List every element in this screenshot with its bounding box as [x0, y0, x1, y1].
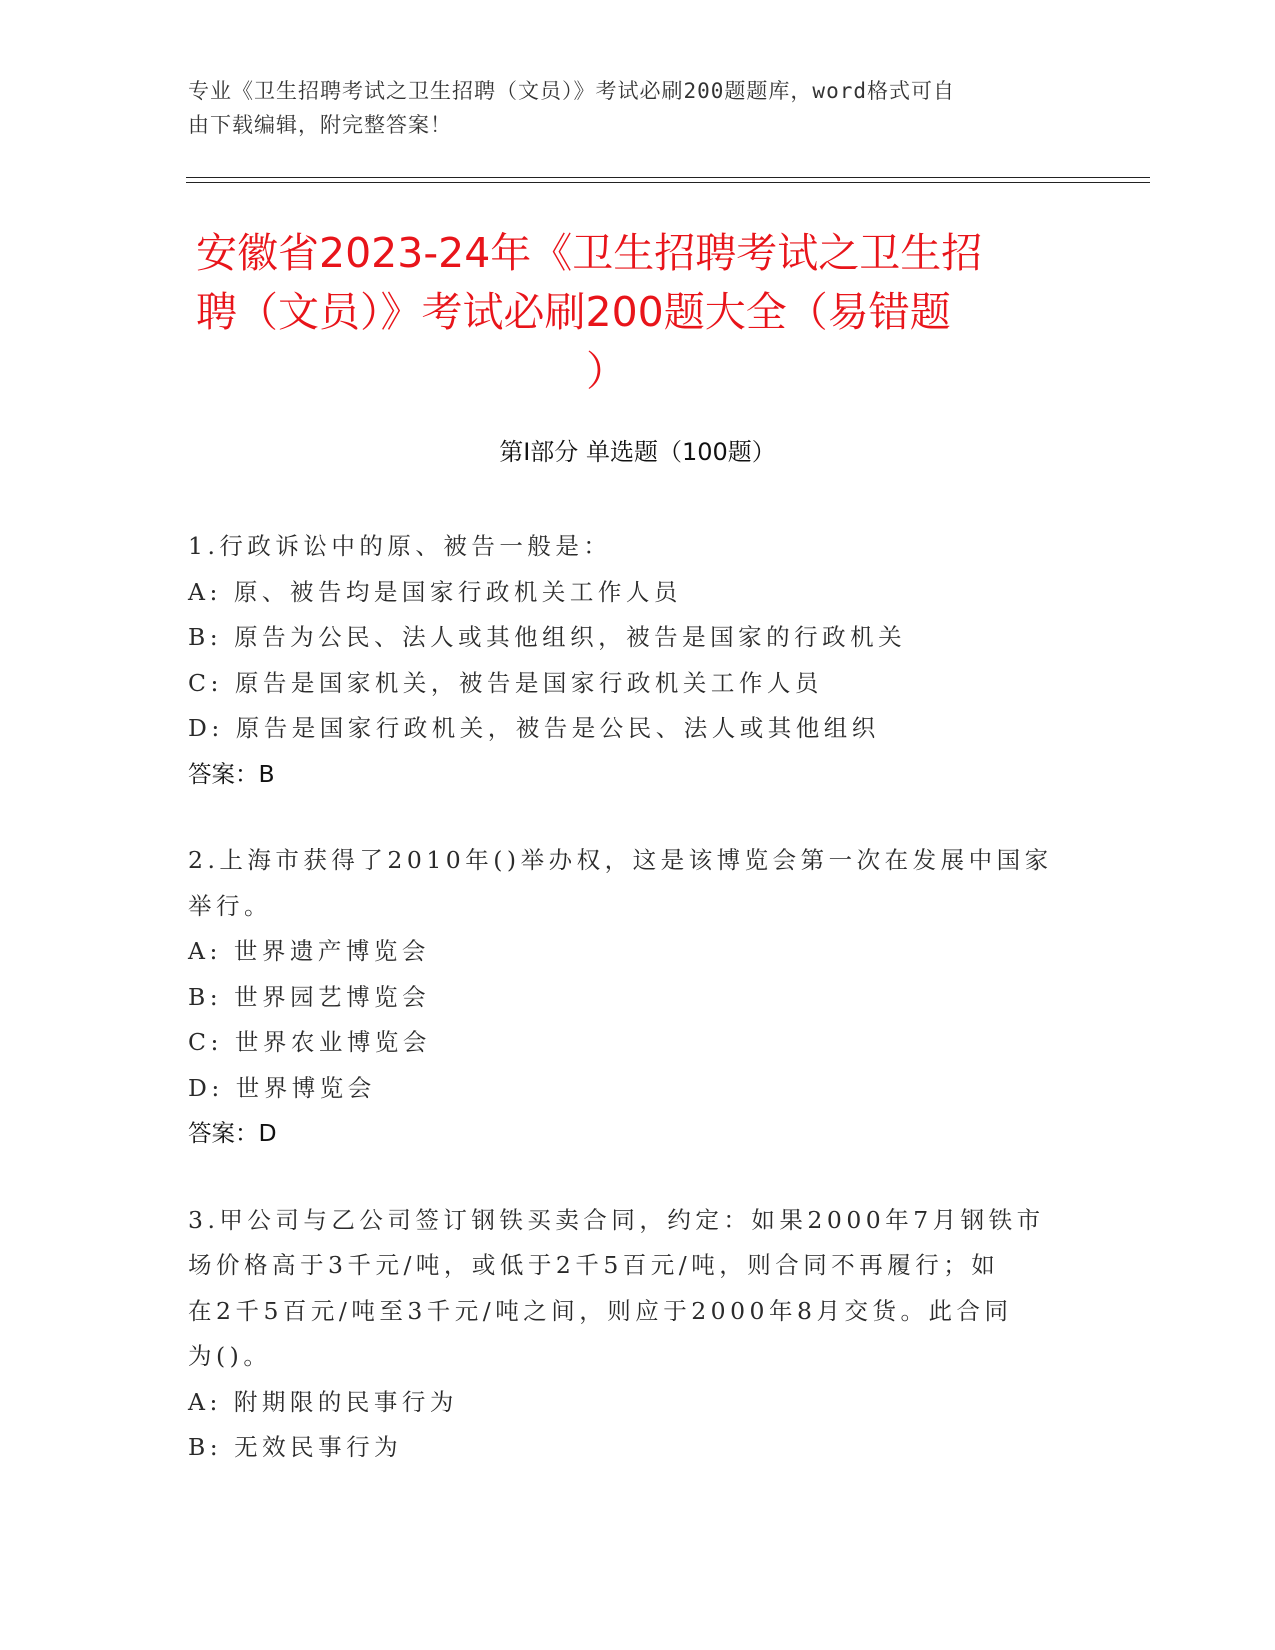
- question-1: [188, 524, 1078, 797]
- question-stem: 举行。: [188, 891, 272, 920]
- question-stem: 3.甲公司与乙公司签订钢铁买卖合同，约定：如果2000年7月钢铁市: [188, 1205, 1045, 1234]
- option-a: A: 原、被告均是国家行政机关工作人员: [188, 577, 682, 606]
- option-c: C: 原告是国家机关，被告是国家行政机关工作人员: [188, 668, 823, 697]
- question-stem: 为()。: [188, 1342, 272, 1370]
- title-line: 安徽省2023-24年《卫生招聘考试之卫生招: [196, 229, 983, 277]
- question-stem: 2.上海市获得了2010年()举办权，这是该博览会第一次在发展中国家: [188, 846, 1053, 874]
- header-divider: [186, 177, 1150, 178]
- option-b: B: 无效民事行为: [188, 1433, 403, 1461]
- header-note: [188, 74, 1078, 142]
- question-list: [188, 524, 1078, 1512]
- document-title: [196, 224, 1076, 401]
- title-line: 聘（文员）》考试必刷200题大全（易错题: [196, 288, 951, 336]
- option-a: A: 附期限的民事行为: [188, 1387, 458, 1416]
- header-divider: [186, 182, 1150, 183]
- option-d: D: 原告是国家行政机关，被告是公民、法人或其他组织: [188, 714, 880, 742]
- option-a: A: 世界遗产博览会: [188, 937, 430, 965]
- question-3: [188, 1198, 1078, 1471]
- answer-key: 答案：D: [188, 1119, 277, 1147]
- question-2: [188, 838, 1078, 1157]
- header-note-line: 由下载编辑，附完整答案！: [188, 113, 452, 137]
- question-stem: 在2千5百元/吨至3千元/吨之间，则应于2000年8月交货。此合同: [188, 1296, 1013, 1325]
- question-stem: 场价格高于3千元/吨，或低于2千5百元/吨，则合同不再履行；如: [188, 1251, 1000, 1279]
- answer-key: 答案：B: [188, 759, 275, 788]
- header-note-line: 专业《卫生招聘考试之卫生招聘（文员）》考试必刷200题题库，word格式可自: [188, 79, 955, 103]
- option-b: B: 世界园艺博览会: [188, 982, 431, 1011]
- option-d: D: 世界博览会: [188, 1073, 376, 1102]
- option-b: B: 原告为公民、法人或其他组织，被告是国家的行政机关: [188, 623, 907, 651]
- option-c: C: 世界农业博览会: [188, 1028, 431, 1056]
- section-heading: 第Ⅰ部分 单选题（100题）: [499, 438, 776, 466]
- question-stem: 1.行政诉讼中的原、被告一般是：: [188, 532, 612, 560]
- title-line: ）: [586, 347, 627, 395]
